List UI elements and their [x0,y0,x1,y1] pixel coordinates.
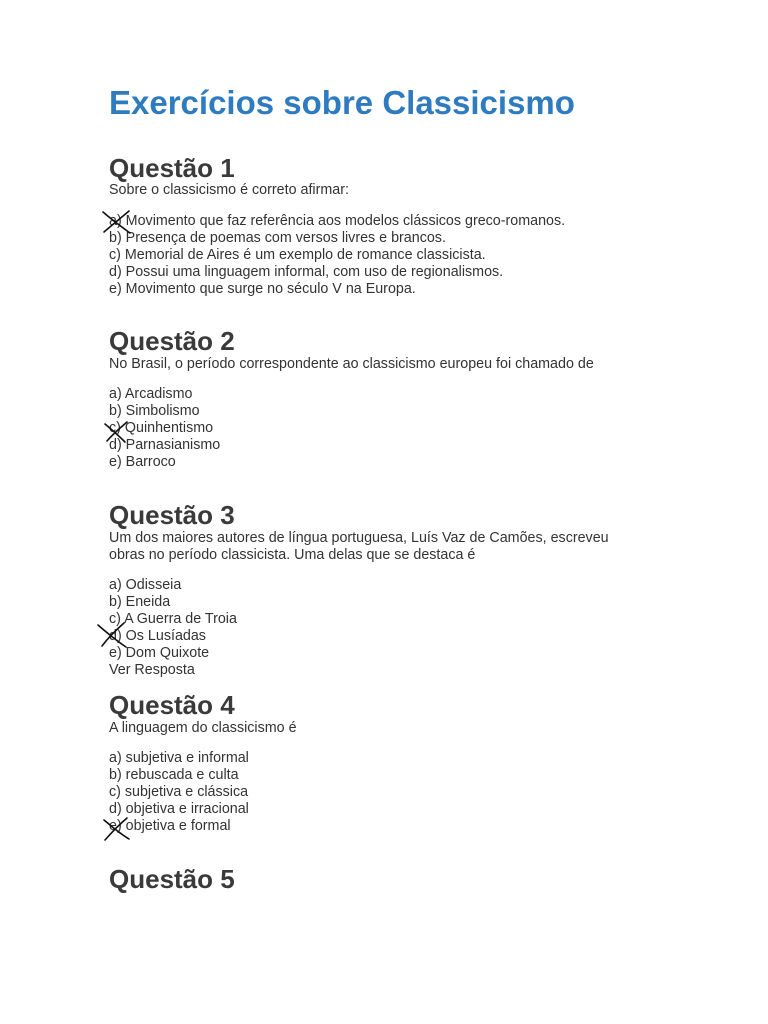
question-4-option-e: e) objetiva e formal [109,818,231,834]
question-2-prompt: No Brasil, o período correspondente ao classicismo europeu foi chamado de [109,356,594,372]
question-3-option-e: e) Dom Quixote [109,645,210,661]
question-2-option-b: b) Simbolismo [109,403,200,419]
question-1-option-e: e) Movimento que surge no século V na Europa. [109,281,416,297]
question-1-option-a: a) Movimento que faz referência aos modelos clássicos greco-romanos. [109,213,566,229]
question-4-option-d: d) objetiva e irracional [109,801,249,817]
question-3-prompt-line-1: Um dos maiores autores de língua portuguesa, Luís Vaz de Camões, escreveu [109,530,609,546]
question-1-heading: Questão 1 [109,153,235,183]
question-2-option-d: d) Parnasianismo [109,437,221,453]
question-4-option-c: c) subjetiva e clássica [109,784,249,800]
question-3-option-b: b) Eneida [109,594,171,610]
question-4-option-a: a) subjetiva e informal [109,750,249,766]
question-1-option-b: b) Presença de poemas com versos livres e brancos. [109,230,446,246]
question-1-answer-x-mark [101,209,135,235]
question-2-heading: Questão 2 [109,326,235,356]
question-3-option-a: a) Odisseia [109,577,182,593]
question-2-answer-x-mark [103,420,137,446]
question-3-answer-x-mark [96,622,130,648]
question-4-prompt: A linguagem do classicismo é [109,720,297,736]
question-3-option-c: c) A Guerra de Troia [109,611,237,627]
question-2-option-e: e) Barroco [109,454,176,470]
ver-resposta-text: Ver Resposta [109,662,195,678]
question-1-option-d: d) Possui uma linguagem informal, com uso de regionalismos. [109,264,504,280]
question-4-answer-x-mark [101,816,135,842]
question-2-option-c: c) Quinhentismo [109,420,214,436]
question-5-heading: Questão 5 [109,864,235,894]
question-4-heading: Questão 4 [109,690,235,720]
question-4-option-b: b) rebuscada e culta [109,767,239,783]
question-2-option-a: a) Arcadismo [109,386,193,402]
question-3-option-d: d) Os Lusíadas [109,628,206,644]
question-1-option-c: c) Memorial de Aires é um exemplo de romance classicista. [109,247,486,263]
question-1-prompt: Sobre o classicismo é correto afirmar: [109,182,349,198]
page-title: Exercícios sobre Classicismo [109,84,575,121]
question-3-prompt-line-2: obras no período classicista. Uma delas que se destaca é [109,547,476,563]
question-3-heading: Questão 3 [109,500,235,530]
